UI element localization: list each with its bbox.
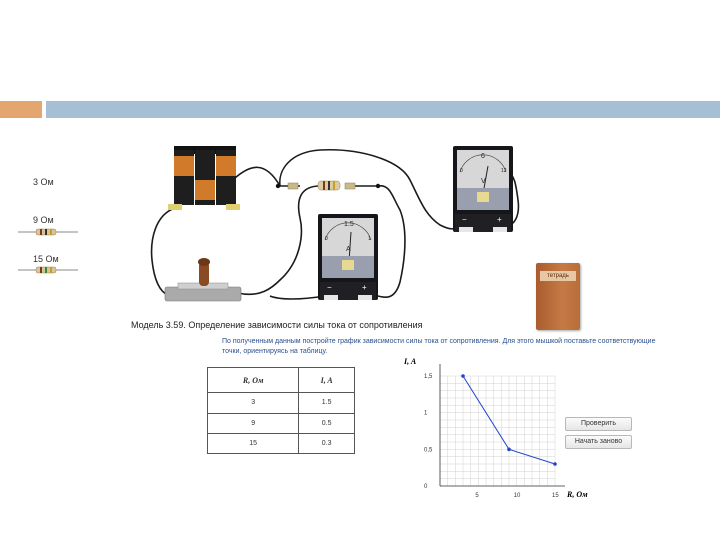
voltmeter-letter: V	[481, 178, 486, 185]
data-table	[207, 367, 355, 454]
instruction-text: По полученным данным постройте график зависимости силы тока от сопротивления. Для этого мышкой поставьте соответствующие точки, ориентируясь на таблицу.	[222, 338, 656, 355]
table-row	[208, 413, 355, 433]
table-cell: 0.5	[299, 413, 355, 433]
chart-ylabel: I, A	[404, 357, 417, 366]
resistor-3-icon[interactable]	[18, 229, 78, 235]
data-point[interactable]	[553, 462, 557, 466]
notebook-icon[interactable]	[536, 263, 580, 330]
chart-ticks	[424, 374, 559, 499]
table-row	[208, 393, 355, 413]
voltmeter-tick-12: 12	[501, 168, 507, 174]
y-tick-label: 1	[424, 410, 428, 417]
notebook-label: тетрадь	[540, 271, 576, 281]
data-point[interactable]	[507, 448, 511, 452]
table-header-row	[208, 368, 355, 393]
x-tick-label: 10	[513, 493, 521, 499]
table-cell: 3	[208, 393, 299, 413]
ammeter-letter: A	[346, 246, 351, 253]
table-cell: 0.3	[299, 433, 355, 453]
simulation-title: Модель 3.59. Определение зависимости силы тока от сопротивления	[131, 320, 423, 330]
ammeter-tick-1: 1	[368, 236, 371, 242]
x-tick-label: 15	[552, 493, 559, 499]
ammeter-tick-0: 0	[325, 236, 328, 242]
y-tick-label: 0,5	[424, 447, 433, 454]
resistor-3-label[interactable]: 3 Ом	[33, 177, 54, 187]
battery-icon	[168, 146, 240, 210]
switch-icon[interactable]	[165, 258, 241, 301]
ammeter-minus: −	[327, 283, 332, 292]
table-row	[208, 433, 355, 453]
circuit-resistor-icon[interactable]	[288, 181, 355, 190]
resistor-15-label[interactable]: 15 Ом	[33, 254, 59, 264]
table-cell: 15	[208, 433, 299, 453]
voltmeter-plus: +	[497, 215, 502, 224]
check-button[interactable]: Проверить	[565, 417, 632, 431]
y-tick-label: 1,5	[424, 374, 433, 380]
data-point[interactable]	[461, 374, 465, 378]
chart-axes	[440, 364, 565, 486]
table-header-r: R, Ом	[208, 368, 299, 393]
y-tick-label: 0	[424, 484, 428, 490]
voltmeter-scale-top: 6	[481, 153, 485, 160]
ammeter-scale-top: 1.5	[344, 221, 354, 228]
resistor-15-icon[interactable]	[18, 267, 78, 273]
voltmeter-tick-0: 0	[460, 168, 463, 174]
table-cell: 1.5	[299, 393, 355, 413]
restart-button[interactable]: Начать заново	[565, 435, 632, 449]
chart-xlabel: R, Ом	[567, 490, 588, 499]
ammeter-plus: +	[362, 283, 367, 292]
x-tick-label: 5	[475, 493, 479, 499]
table-cell: 9	[208, 413, 299, 433]
table-header-i: I, A	[299, 368, 355, 393]
voltmeter-minus: −	[462, 215, 467, 224]
resistor-9-label[interactable]: 9 Ом	[33, 215, 54, 225]
